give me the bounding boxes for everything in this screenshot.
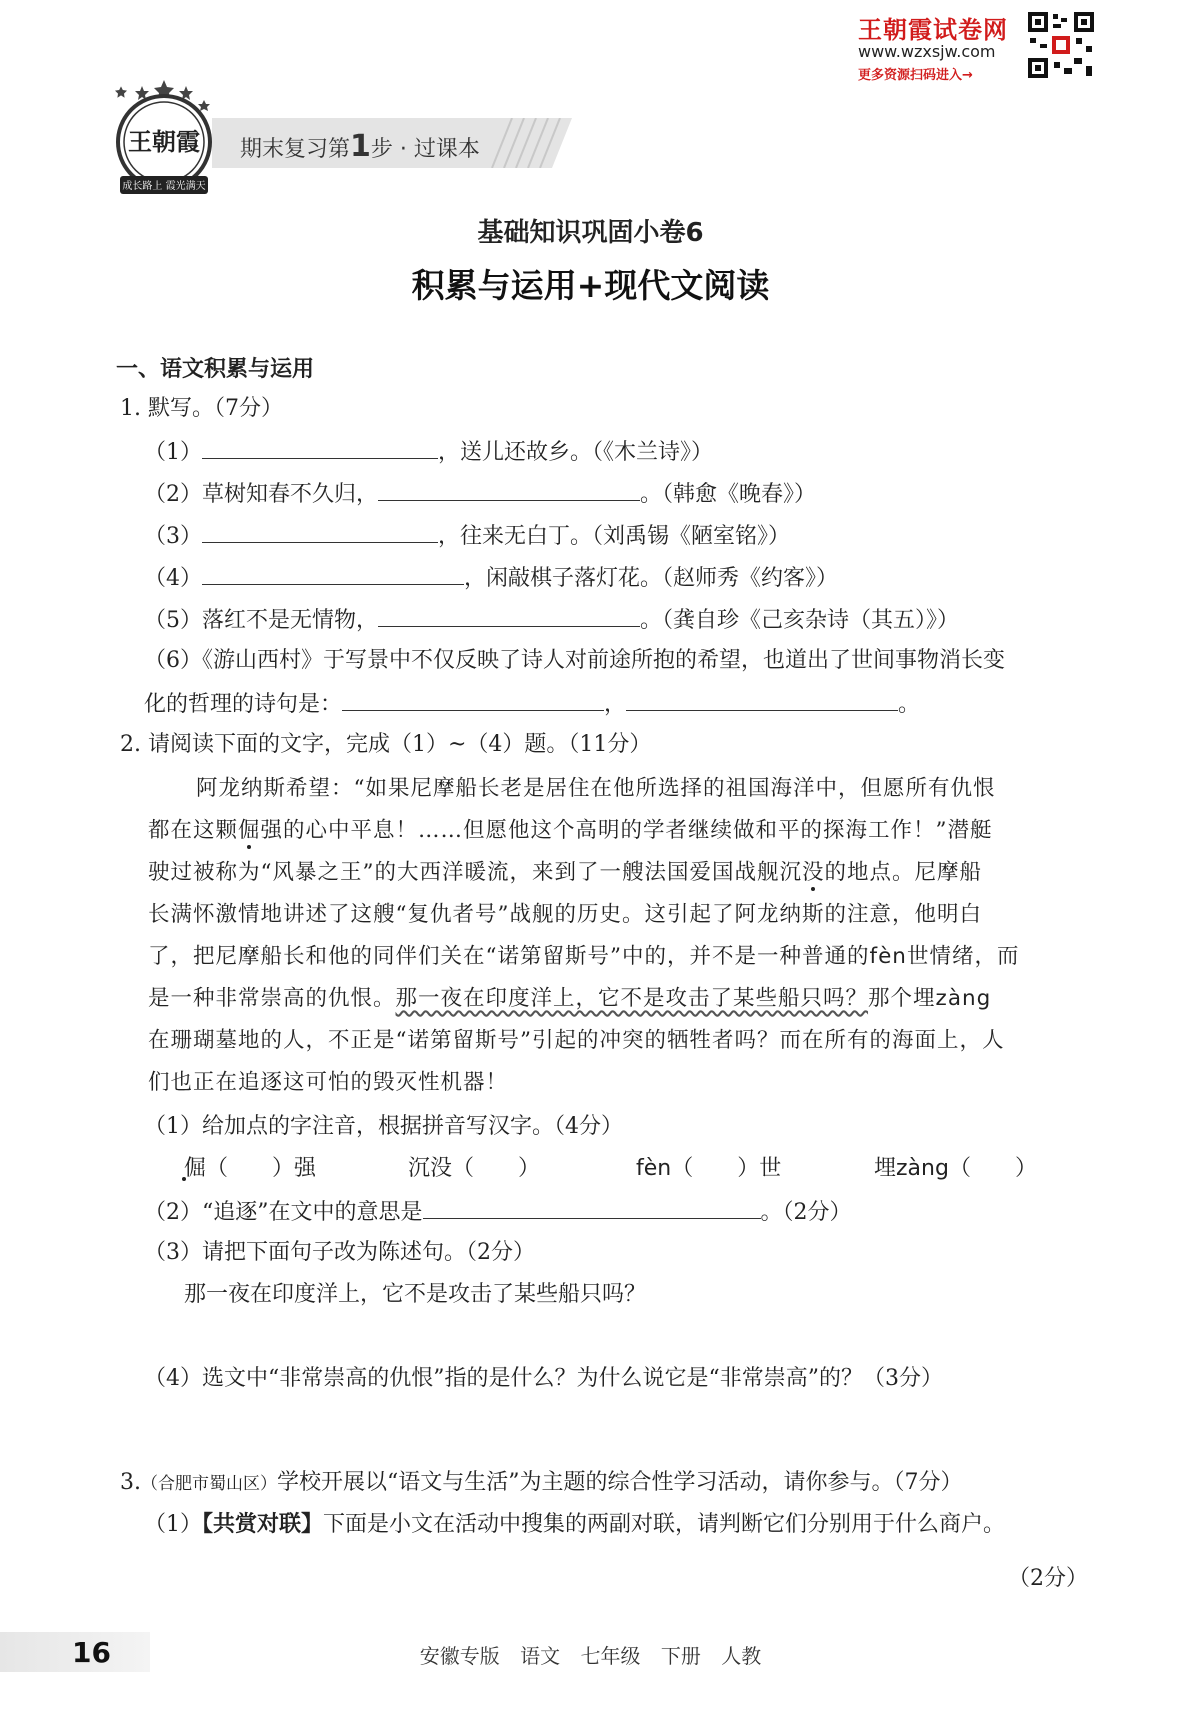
passage-line: 们也正在追逐这可怕的毁灭性机器！ — [148, 1070, 509, 1095]
dotted-char: 没 — [802, 860, 825, 885]
q3-sub-1: （1）【共赏对联】下面是小文在活动中搜集的两副对联，请判断它们分别用于什么商户。 — [144, 1512, 1006, 1537]
q1-item-1: （1） ，送儿还故乡。（《木兰诗》） — [144, 436, 713, 468]
q1-item-6-line2: 化的哲理的诗句是： ， 。 — [144, 688, 920, 720]
brand-url[interactable]: www.wzxsjw.com — [858, 42, 996, 61]
passage-line: 在珊瑚墓地的人，不正是“诺第留斯号”引起的冲突的牺牲者吗？而在所有的海面上，人 — [148, 1028, 1005, 1053]
brand-title: 王朝霞试卷网 — [858, 16, 1008, 44]
question-source: （合肥市蜀山区） — [141, 1474, 277, 1494]
q2-sub-1: （1）给加点的字注音，根据拼音写汉字。（4分） — [144, 1114, 623, 1139]
footer-info: 安徽专版 语文 七年级 下册 人教 — [419, 1644, 762, 1668]
wavy-underlined-sentence: 那一夜在印度洋上，它不是攻击了某些船只吗？ — [395, 986, 869, 1011]
q2-head: 2. 请阅读下面的文字，完成（1）~（4）题。（11分） — [120, 732, 652, 757]
passage-line: 驶过被称为“风暴之王”的大西洋暖流，来到了一艘法国爱国战舰沉没的地点。尼摩船 — [148, 860, 983, 885]
passage-line: 是一种非常崇高的仇恨。那一夜在印度洋上，它不是攻击了某些船只吗？那个埋zàng — [148, 986, 992, 1011]
q3-head: 3.（合肥市蜀山区）学校开展以“语文与生活”为主题的综合性学习活动，请你参与。（7分） — [120, 1470, 963, 1495]
page-number: 16 — [72, 1636, 111, 1669]
pinyin-item[interactable]: fèn（ ）世 — [636, 1156, 782, 1181]
answer-blank[interactable] — [202, 436, 438, 459]
page-title: 积累与运用+现代文阅读 — [411, 266, 770, 305]
wangzhaoxia-logo — [106, 78, 222, 204]
passage-line: 了，把尼摩船长和他的同伴们关在“诺第留斯号”中的，并不是一种普通的fèn世情绪，而 — [148, 944, 1020, 969]
section-heading: 一、语文积累与运用 — [116, 357, 315, 382]
answer-blank[interactable] — [342, 688, 604, 711]
pinyin: fèn — [869, 944, 907, 969]
q2-sub-3-sentence: 那一夜在印度洋上，它不是攻击了某些船只吗？ — [184, 1282, 647, 1307]
q1-item-5: （5）落红不是无情物， 。（龚自珍《己亥杂诗（其五）》） — [144, 604, 959, 636]
answer-blank[interactable] — [202, 562, 464, 585]
answer-blank[interactable] — [423, 1196, 761, 1219]
qr-code-icon[interactable] — [1026, 10, 1096, 80]
pinyin: zàng — [935, 986, 992, 1011]
q1-item-4: （4） ，闲敲棋子落灯花。（赵师秀《约客》） — [144, 562, 838, 594]
passage-line: 阿龙纳斯希望：“如果尼摩船长老是居住在他所选择的祖国海洋中，但愿所有仇恨 — [196, 776, 996, 801]
q2-sub-4: （4）选文中“非常崇高的仇恨”指的是什么？为什么说它是“非常崇高”的？（3分） — [144, 1366, 943, 1391]
logo-name: 王朝霞 — [128, 127, 200, 156]
pinyin-item[interactable]: 倔（ ）强 — [184, 1156, 317, 1181]
logo-motto: 成长路上 霞光满天 — [122, 181, 206, 192]
pinyin-item[interactable]: 沉没（ ） — [408, 1156, 541, 1181]
q2-sub-3: （3）请把下面句子改为陈述句。（2分） — [144, 1240, 535, 1265]
q1-item-2: （2）草树知春不久归， 。（韩愈《晚春》） — [144, 478, 816, 510]
dotted-char: 倔 — [238, 818, 261, 843]
step-banner: 期末复习第1步 · 过课本 — [240, 129, 480, 164]
page-subtitle: 基础知识巩固小卷6 — [477, 218, 704, 248]
pinyin-item[interactable]: 埋zàng（ ） — [874, 1156, 1037, 1181]
answer-blank[interactable] — [202, 520, 438, 543]
q1-item-6-line1: （6）《游山西村》于写景中不仅反映了诗人对前途所抱的希望，也道出了世间事物消长变 — [144, 648, 1006, 673]
passage-line: 都在这颗倔强的心中平息！……但愿他这个高明的学者继续做和平的探海工作！”潜艇 — [148, 818, 993, 843]
q3-sub-1-score: （2分） — [1008, 1566, 1088, 1591]
answer-blank[interactable] — [378, 478, 640, 501]
q1-item-3: （3） ，往来无白丁。（刘禹锡《陋室铭》） — [144, 520, 790, 552]
q1-head: 1. 默写。（7分） — [120, 396, 283, 421]
answer-blank[interactable] — [626, 688, 898, 711]
brand-tip: 更多资源扫码进入→ — [858, 68, 973, 83]
answer-blank[interactable] — [378, 604, 640, 627]
passage-line: 长满怀激情地讲述了这艘“复仇者号”战舰的历史。这引起了阿龙纳斯的注意，他明白 — [148, 902, 982, 927]
q2-sub-2: （2）“追逐”在文中的意思是 。（2分） — [144, 1196, 852, 1228]
section-label: 【共赏对联】 — [202, 1512, 324, 1537]
